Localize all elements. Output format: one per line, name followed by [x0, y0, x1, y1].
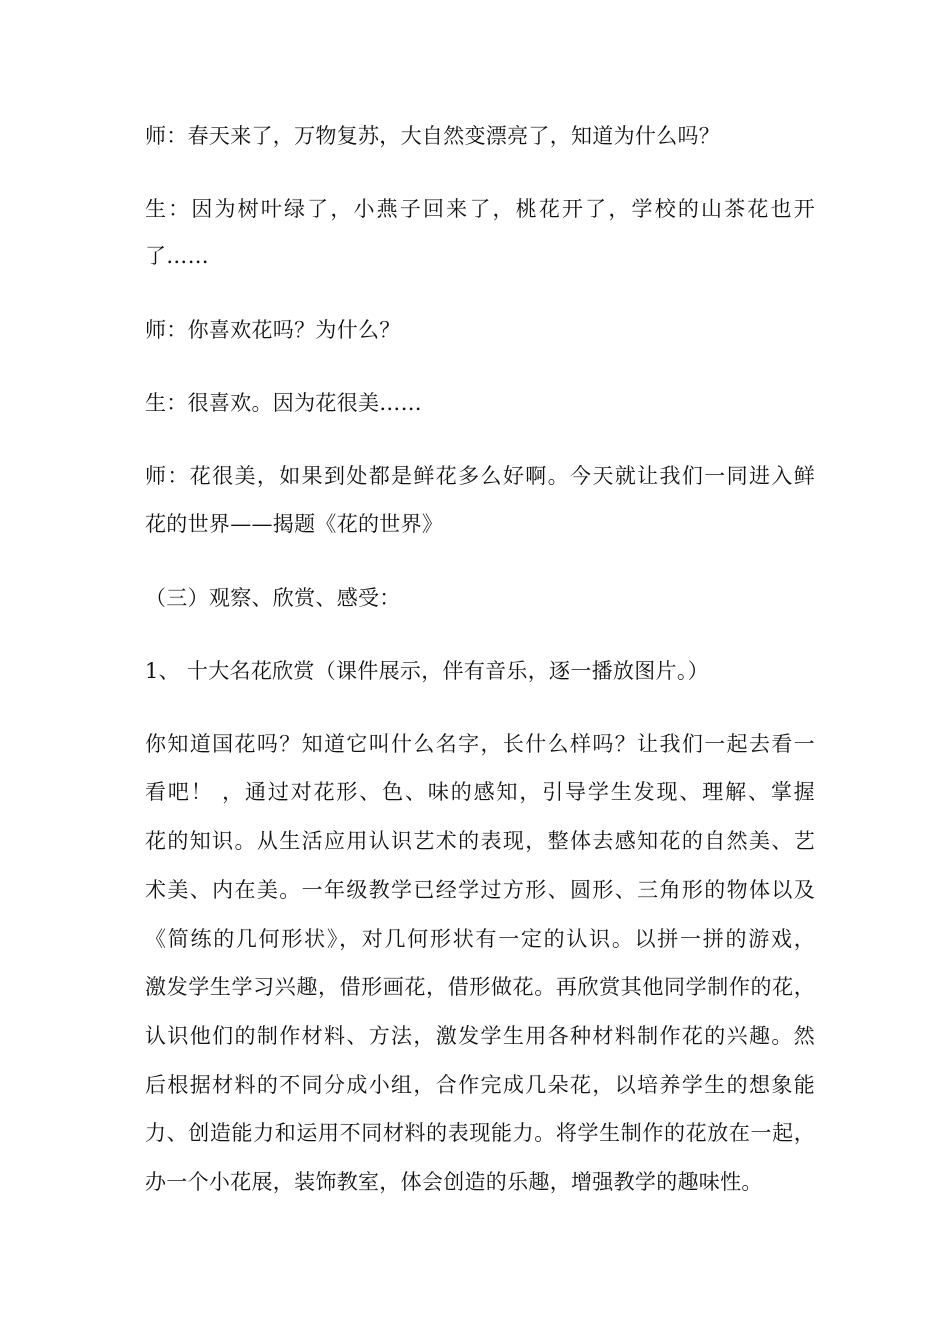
section-heading: （三）观察、欣赏、感受： [145, 586, 401, 610]
list-item-heading: 1、 十大名花欣赏（课件展示，伴有音乐，逐一播放图片。） [145, 659, 709, 683]
dialogue-line-student-cont: 了…… [145, 244, 209, 268]
body-text-line: 力、创造能力和运用不同材料的表现能力。将学生制作的花放在一起， [145, 1121, 815, 1145]
dialogue-line-student: 生：很喜欢。因为花很美…… [145, 391, 422, 415]
body-text-line: 花的知识。从生活应用认识艺术的表现，整体去感知花的自然美、艺 [145, 829, 815, 853]
dialogue-line-student: 生：因为树叶绿了，小燕子回来了，桃花开了，学校的山茶花也开 [145, 197, 815, 221]
dialogue-line-teacher-cont: 花的世界——揭题《花的世界》 [145, 512, 444, 536]
body-text-line: 术美、内在美。一年级教学已经学过方形、圆形、三角形的物体以及 [145, 878, 815, 902]
body-text-line: 看吧！ ，通过对花形、色、味的感知，引导学生发现、理解、掌握 [145, 780, 815, 804]
body-text-line: 办一个小花展，装饰教室，体会创造的乐趣，增强教学的趣味性。 [145, 1170, 763, 1194]
dialogue-line-teacher: 师：春天来了，万物复苏，大自然变漂亮了，知道为什么吗？ [145, 124, 721, 148]
dialogue-line-teacher: 师：你喜欢花吗？为什么？ [145, 318, 401, 342]
body-text-line: 认识他们的制作材料、方法，激发学生用各种材料制作花的兴趣。然 [145, 1024, 815, 1048]
body-text-line: 《简练的几何形状》，对几何形状有一定的认识。以拼一拼的游戏， [145, 927, 815, 951]
body-text-line: 你知道国花吗？知道它叫什么名字，长什么样吗？让我们一起去看一 [145, 732, 815, 756]
dialogue-line-teacher: 师：花很美，如果到处都是鲜花多么好啊。今天就让我们一同进入鲜 [145, 464, 815, 488]
body-text-line: 后根据材料的不同分成小组，合作完成几朵花，以培养学生的想象能 [145, 1073, 815, 1097]
body-text-line: 激发学生学习兴趣，借形画花，借形做花。再欣赏其他同学制作的花， [145, 975, 815, 999]
